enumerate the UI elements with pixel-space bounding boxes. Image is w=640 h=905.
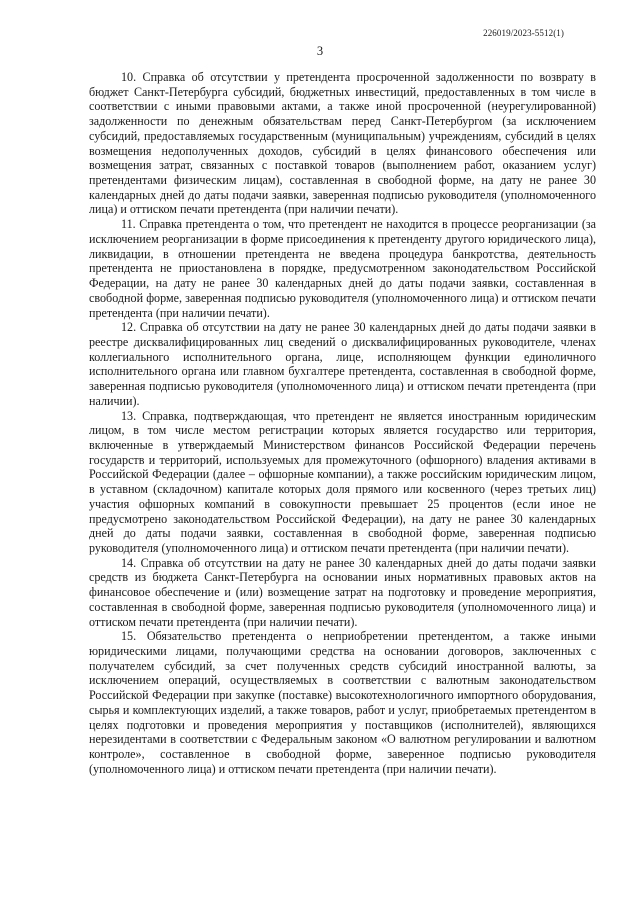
document-registration-number: 226019/2023-5512(1) <box>483 28 564 38</box>
paragraph-item-12: 12. Справка об отсутствии на дату не ранее 30 календарных дней до даты подачи заявки в реестре дисквалифицированных лиц сведений о дисквалифицированных руководителе, членах коллегиального исполнительного органа, лице, исполняющем функции единоличного исполнительного органа или главном бухгалтере претендента, составленная в свободной форме, заверенная подписью руководителя (уполномоченного лица) и оттиском печати претендента (при наличии). <box>89 320 596 408</box>
paragraph-item-13: 13. Справка, подтверждающая, что претендент не является иностранным юридическим лицом, в том числе местом регистрации которых является государство или территория, включенные в утверждаемый Министерством финансов Российской Федерации перечень государств и территорий, используемых для промежуточного (офшорного) владения активами в Российской Федерации (далее – офшорные компании), а также российским юридическим лицом, в уставном (складочном) капитале которых доля прямого или косвенного (через третьих лиц) участия офшорных компаний в совокупности превышает 25 процентов (если иное не предусмотрено законодательством Российской Федерации), на дату не ранее 30 календарных дней до даты подачи заявки, составленная в свободной форме, заверенная подписью руководителя (уполномоченного лица) и оттиском печати претендента (при наличии печати). <box>89 408 596 555</box>
page-number: 3 <box>316 44 324 58</box>
document-body <box>89 70 596 777</box>
paragraph-item-11: 11. Справка претендента о том, что претендент не находится в процессе реорганизации (за исключением реорганизации в форме присоединения к претенденту другого юридического лица), ликвидации, в отношении претендента не введена процедура банкротства, деятельность претендента не приостановлена в порядке, предусмотренном законодательством Российской Федерации, на дату не ранее 30 календарных дней до даты подачи заявки, составленная в свободной форме, заверенная подписью руководителя (уполномоченного лица) и оттиском печати претендента (при наличии печати). <box>89 217 596 320</box>
paragraph-item-14: 14. Справка об отсутствии на дату не ранее 30 календарных дней до даты подачи заявки средств из бюджета Санкт-Петербурга на основании иных нормативных правовых актов на финансовое обеспечение и (или) возмещение затрат на подготовку и проведение мероприятия, составленная в свободной форме, заверенная подписью руководителя (уполномоченного лица) и оттиском печати претендента (при наличии печати). <box>89 555 596 629</box>
paragraph-item-15: 15. Обязательство претендента о неприобретении претендентом, а также иными юридическими лицами, получающими средства на основании договоров, заключенных с получателем субсидий, за счет полученных средств субсидий иностранной валюты, за исключением операций, осуществляемых в соответствии с валютным законодательством Российской Федерации при закупке (поставке) высокотехнологичного импортного оборудования, сырья и комплектующих изделий, а также товаров, работ и услуг, приобретаемых претендентом в целях подготовки и проведения мероприятия у поставщиков (исполнителей), являющихся нерезидентами в соответствии с Федеральным законом «О валютном регулировании и валютном контроле», составленное в свободной форме, заверенное подписью руководителя (уполномоченного лица) и оттиском печати претендента (при наличии печати). <box>89 629 596 776</box>
paragraph-item-10: 10. Справка об отсутствии у претендента просроченной задолженности по возврату в бюджет Санкт-Петербурга субсидий, бюджетных инвестиций, предоставленных в том числе в соответствии с иными правовыми актами, а также иной просроченной (неурегулированной) задолженности по денежным обязательствам перед Санкт-Петербургом (за исключением субсидий, предоставляемых государственным (муниципальным) учреждениям, субсидий в целях возмещения недополученных доходов, субсидий в целях финансового обеспечения или возмещения затрат, связанных с поставкой товаров (выполнением работ, оказанием услуг) претендентами физическим лицам), составленная в свободной форме, на дату не ранее 30 календарных дней до даты подачи заявки, заверенная подписью руководителя (уполномоченного лица) и оттиском печати претендента (при наличии печати). <box>89 70 596 217</box>
